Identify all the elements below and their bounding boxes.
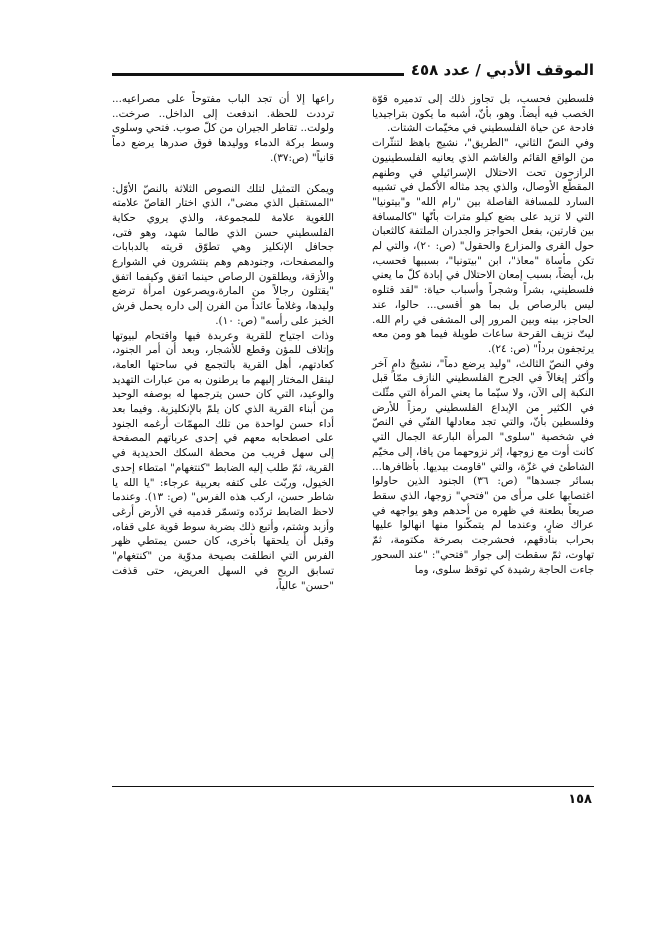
journal-title: الموقف الأدبي / عدد ٤٥٨: [410, 61, 594, 79]
running-header: [112, 58, 594, 84]
footer-rule: [112, 786, 594, 787]
paragraph: وذات اجتياح للقرية وعربدة فيها واقتحام لبيوتها وإتلاف للمؤن وقطع للأشجار، وبعد أن أمر الجنود، كعادتهم، أهل القرية بالتجمع في ساحتها العامة، لينقل المختار إليهم ما يرطنون به من عبارات التهديد والوعيد، التي كان حسن يترجمها له بوصفه الوحيد من أبناء القرية الذي كان يلمّ بالإنكليزية. وفيما بعد أداء حسن لواحدة من تلك المهمّات أرغمه الجنود على اصطحابه معهم في إحدى عرباتهم المصفحة إلى سهل قريب من محطة السكك الحديدية في القرية، ثمّ طلب إليه الضابط "كنتغهام" امتطاء إحدى الخيول، وربّت على كتفه بعربية عرجاء: "يا الله يا شاطر حسن، اركب هذه الفرس" (ص: ١٣). وعندما لاحظ الضابط تردّده وتسمّر قدميه في الأرض أرغى وأزبد وشتم، وأتبع ذلك بضربة سوط قوية على قفاه، وقبل أن يلحقها بأخرى، كان حسن يمتطي ظهر الفرس التي انطلقت بصيحة مدوّية من "كنتغهام" تسابق الريح في السهل العريض، حتى قذفت "حسن" عالياً،: [112, 329, 334, 592]
left-column: [112, 92, 334, 593]
paragraph: وفي النصّ الثالث، "وليد يرضع دماً"، نشيجٌ دامٍ آخر وأكثر إيغالاً في الجرح الفلسطيني النازف ممّا قبل النكبة إلى الآن، ولا سيّما ما يعني المرأة التي مثّلت في الكثير من الإبداع الفلسطيني رمزاً للأرض وفلسطين بأنّ، والتي تجد معادلها الفنّي في النصّ في شخصية "سلوى" المرأة البارعة الجمال التي كانت أوت مع زوجها، إثر نزوحهما من يافا، إلى مخيّم الشاطئ في غزّة، والتي "قاومت بيديها. بأظافرها... بسائر جسدها" (ص: ٣٦) الجنود الذين حاولوا اغتصابها على مرأى من "فتحي" زوجها، الذي سقط صريعاً بطعنة في ظهره من أحدهم وهو يواجهه في عراك ضارٍ، وعندما لم يتمكّنوا منها انهالوا عليها بحراب بنادقهم، فحشرجت بصرخة مكتومة، ثمّ تهاوت، ثمّ سقطت إلى جوار "فتحي": "عند السحور جاءت الحاجة رشيدة كي توقظ سلوى، وما: [372, 357, 594, 576]
paragraph: راعها إلا أن تجد الباب مفتوحاً على مصراعيه... ترددت للحظة. اندفعت إلى الداخل.. صرخت.. ولولت.. تقاطر الجيران من كلّ صوب. فتحي وسلوى وسط بركة الدماء ووليدها فوق صدرها يرضع دماً قانياً" (ص:٣٧).: [112, 93, 334, 164]
paragraph: وفي النصّ الثاني، "الطريق"، نشيج باهظ لتنثّرات من الواقع القائم والغاشم الذي يعانيه الفلسطينيون الرازحون تحت الاحتلال الإسرائيلي في وطنهم المقطّع الأوصال، والذي يجد مثاله الأكمل في تشبيه السارد للمسافة الفاصلة بين "رام الله" و"بيتونيا" التي لا تزيد على بضع كيلو مترات بأنّها "كالمسافة بين قارتين، بفعل الحواجز والجدران الملتفة كالثعبان حول القرى والمزارع والحقول" (ص: ٢٠)، والتي لم تكن مأساة "معاذ"، ابن "بيتونيا"، بسببها فحسب، بل، أيضاً، بسبب إمعان الاحتلال في إبادة كلّ ما يعني فلسطيني، بشراً وشجراً وأسباب حياة: "لقد قتلوه ليس بالرصاص بل بما هو أقسى... حالوا، عند الحاجز، بينه وبين المرور إلى المشفى في رام الله. ليتّ نزيف القرحة ساعات طويلة فيما هو ومن معه يرتجفون برداً" (ص: ٢٤).: [372, 137, 595, 355]
paragraph: فلسطين فحسب، بل تجاوز ذلك إلى تدميره قوّة الخصب فيه أيضاً. وهو، بأنّ، أشبه ما يكون بتراجيديا فادحة عن حياة الفلسطيني في مخيّمات الشتات.: [372, 93, 594, 135]
right-column: [372, 92, 594, 577]
page-number: ١٥٨: [568, 792, 592, 807]
paragraph: ويمكن التمثيل لتلك النصوص الثلاثة بالنصّ الأوّل: "المستقبل الذي مضى"، الذي اختار القاصّ علامته اللغوية علامة للمجموعة، والذي يروي حكاية الفلسطيني حسن الذي طالما شهد، وهو فتى، جحافل الإنكليز وهي تطوّق قريته بالدبابات والمصفحات، وجنودهم وهم ينتشرون في الشوارع والأزقة، ويطلقون الرصاص حينما اتفق وكيفما اتفق "يقتلون رجالاً من المارة،ويصرعون امرأة ترضع وليدها، وغلاماً عائداً من الفرن إلى داره يحمل فرش الخبز على رأسه" (ص: ١٠).: [112, 182, 334, 327]
header-rule: [112, 73, 404, 76]
